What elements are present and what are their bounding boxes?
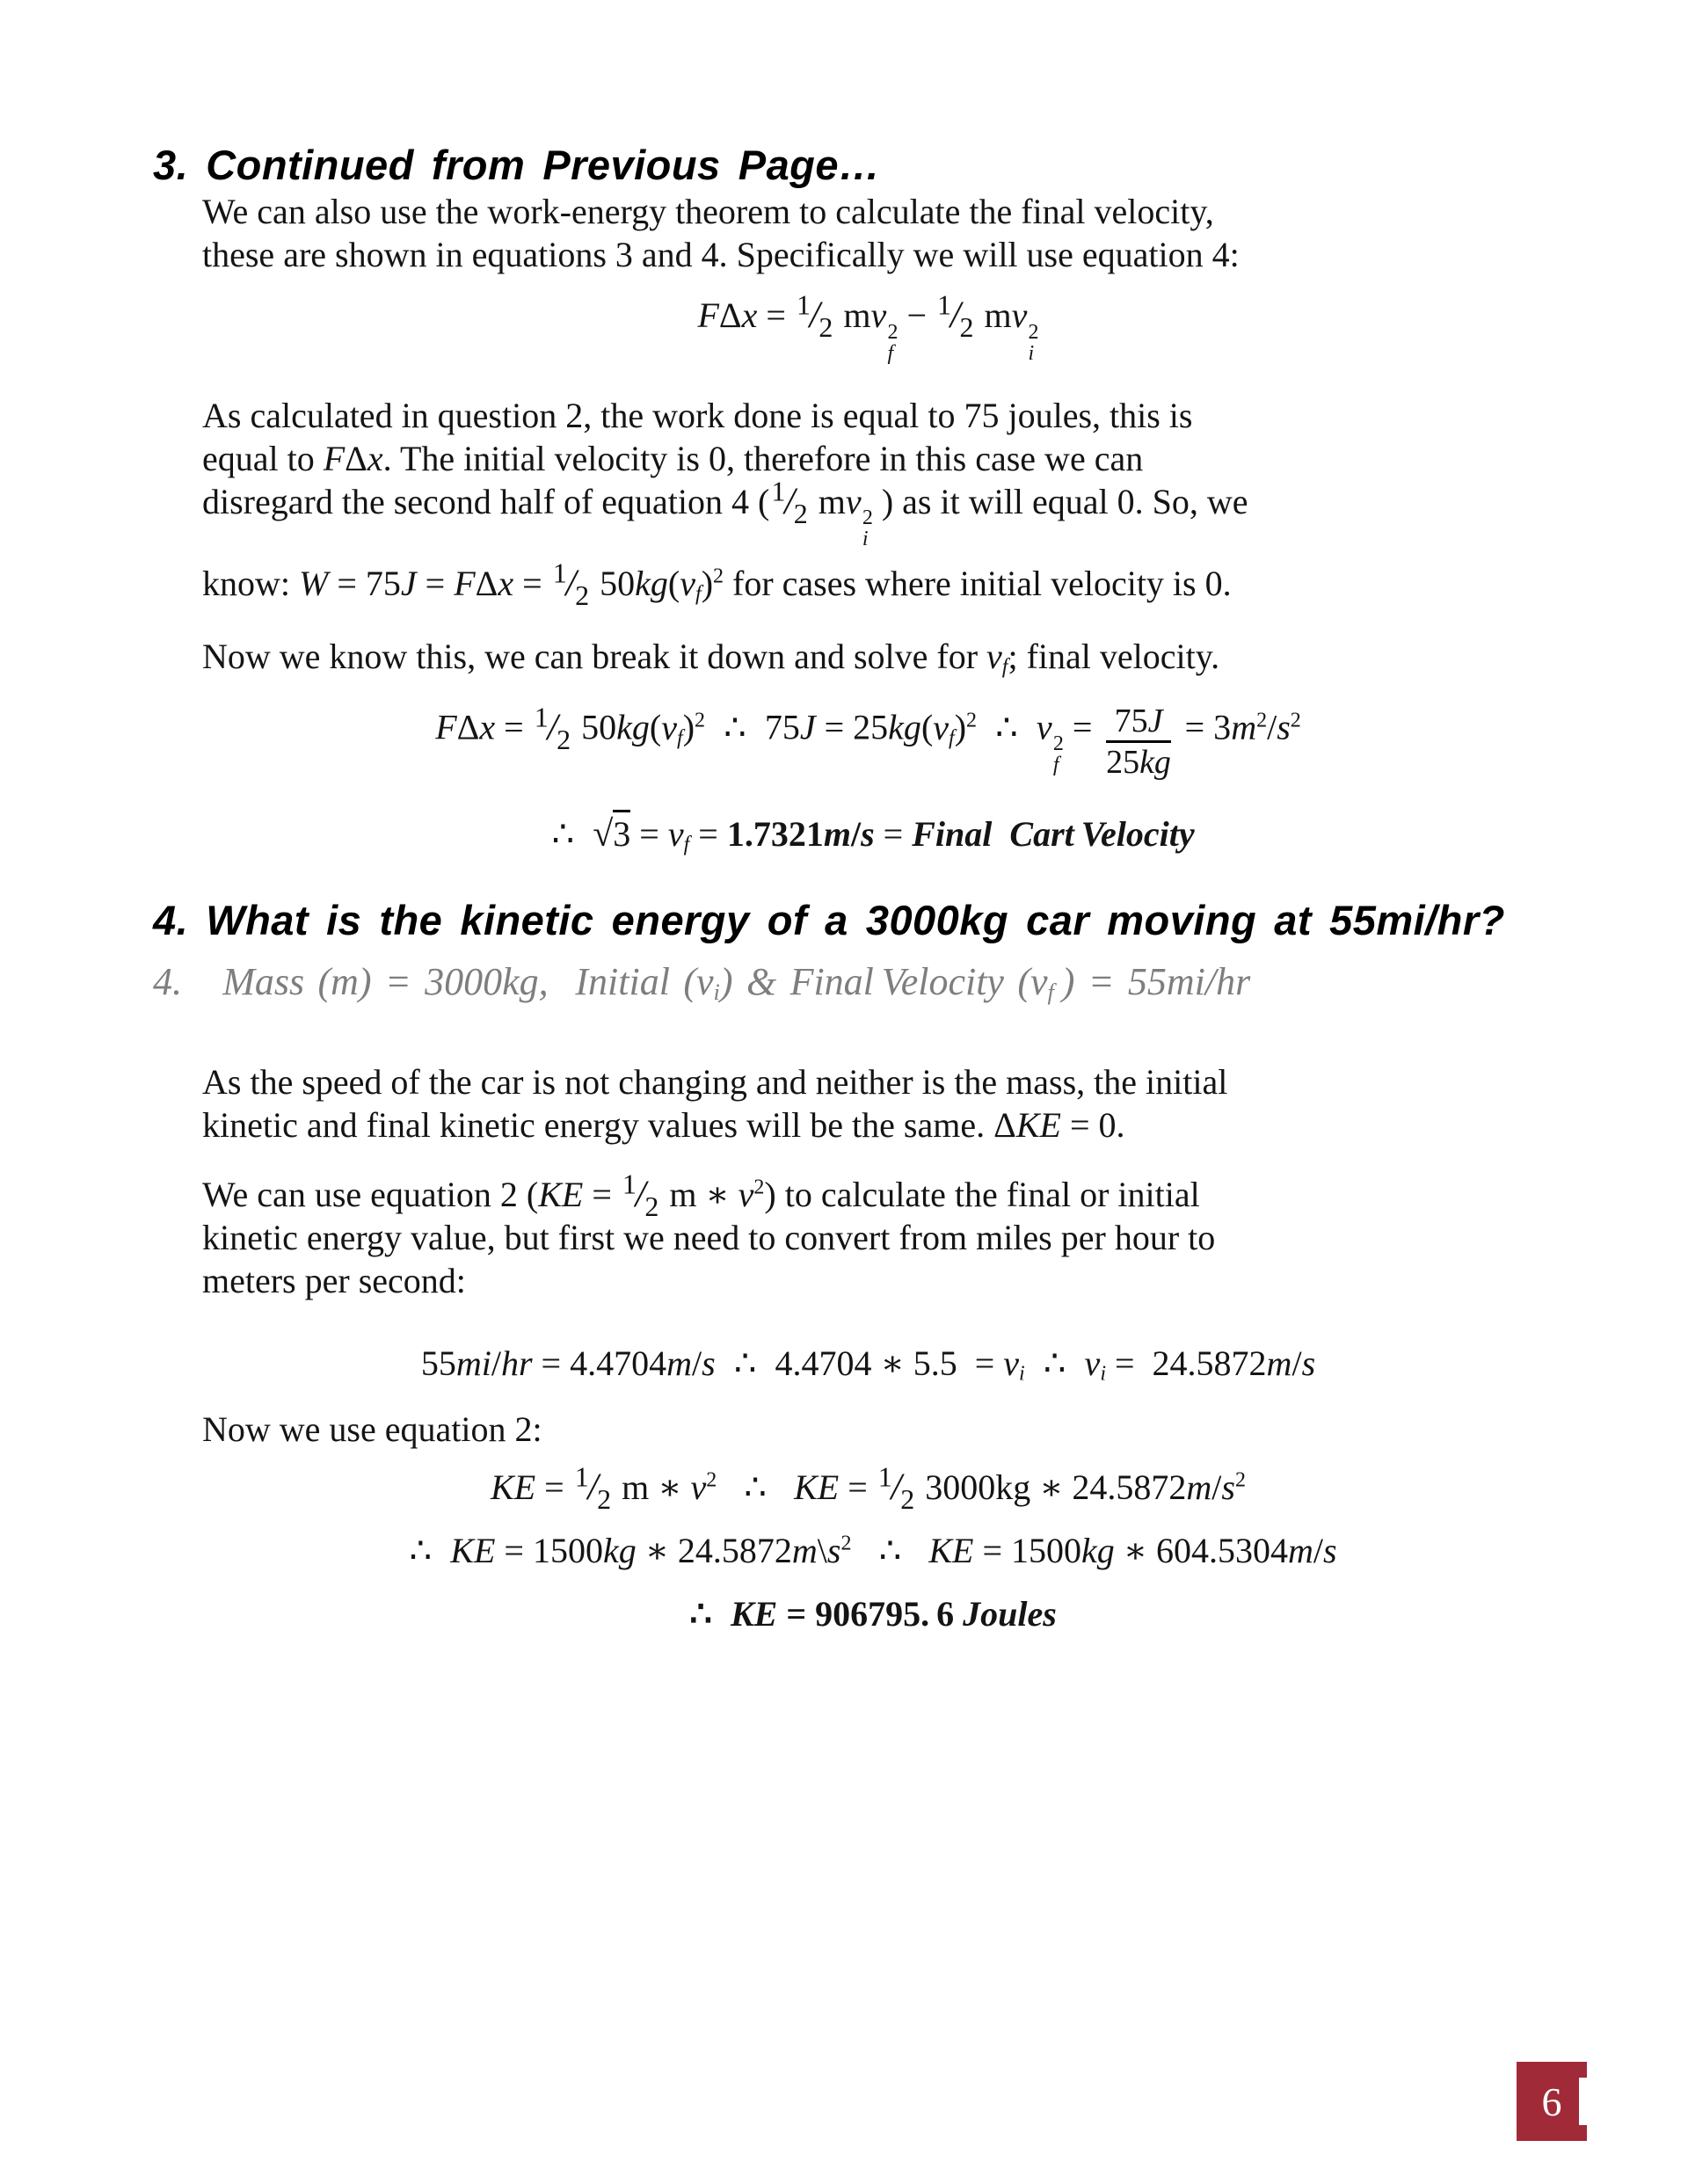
section-3-body (202, 190, 1534, 855)
equation-kinetic-energy: ∴ KE = 1500kg ∗ $24.5872m\backslash s^2$ ∴ KE = 1500kg ∗ 604.5304m/s (409, 1531, 1337, 1571)
paragraph-line: We can also use the work-energy theorem to calculate the final velocity, (202, 192, 1214, 232)
paragraph-line: equal to FΔx. The initial velocity is 0, therefore in this case we can (202, 438, 1144, 478)
paragraph-line: kinetic energy value, but first we need to convert from miles per hour to (202, 1218, 1216, 1258)
paragraph-line: Now we use equation 2: (202, 1409, 542, 1450)
section-4-heading: 4. What is the kinetic energy of a 3000kg car moving at 55mi/hr? (153, 896, 1505, 943)
section-3-heading: 3. Continued from Previous Page… (153, 142, 881, 188)
paragraph-line: know: $W = 75J = F\Delta x = ^1/_2$ $50kg(v_f)^2$ for cases where initial velocity is 0. (202, 557, 1232, 611)
page-content (153, 141, 1547, 1641)
paragraph-line: We can use equation 2 ($KE = ^1/_2$ m ∗ $v^2$) to calculate the final or initial (202, 1168, 1200, 1223)
page-number: 6 (1541, 2078, 1562, 2124)
paragraph-line: As the speed of the car is not changing and neither is the mass, the initial (202, 1062, 1228, 1103)
equation-kinetic-energy: KE = $^1/_2$ m ∗ $v^2$ ∴ KE = $^1/_2$ 3000kg ∗ $24.5872m/s^2$ (491, 1460, 1246, 1516)
equation-kinetic-energy-result: ∴ KE = 906795. 6 Joules (689, 1594, 1057, 1634)
equation-final-cart-velocity: ∴ $√3 = v_f = 1.7321m/s$ = Final Cart Velocity (202, 813, 1534, 855)
equation-work-energy-theorem: $F\Delta x = ^1/_2$ mv 2 f − $^1/_2$ mv 2 i (697, 289, 1039, 365)
paragraph-line: disregard the second half of equation 4 ($^1/_2$ mv 2 i ) as it will equal 0. So, we (202, 475, 1248, 551)
paragraph-line: these are shown in equations 3 and 4. Specifically we will use equation 4: (202, 235, 1240, 275)
paragraph-line: kinetic and final kinetic energy values will be the same. ΔKE = 0. (202, 1105, 1125, 1146)
paragraph-line: As calculated in question 2, the work done is equal to 75 joules, this is (202, 395, 1193, 435)
given-values-line: 4. Mass (m) = 3000kg, Initial $(v_i)$ & Final Velocity ($v_f$ ) = 55mi/hr (153, 960, 1251, 1006)
section-4-body (202, 1060, 1534, 1641)
paragraph-line: meters per second: (202, 1261, 466, 1301)
equation-unit-conversion: 55mi/hr = 4.4704m/s ∴ 4.4704 ∗ $5.5 = v_i$ ∴ $v_i = 24.5872m/s$ (420, 1343, 1316, 1386)
paragraph-line: Now we know this, we can break it down and solve for $v_f$; final velocity. (202, 636, 1220, 679)
equation-solve-velocity: $F\Delta x = ^1/_2$ $50kg(v_f)^2$ ∴ $75J = 25kg(v_f)^2$ ∴ v 2 f = $\frac{75J}{25kg}$ = $3m^2/s^2$ (435, 701, 1301, 782)
page-number-badge (1517, 2062, 1587, 2141)
